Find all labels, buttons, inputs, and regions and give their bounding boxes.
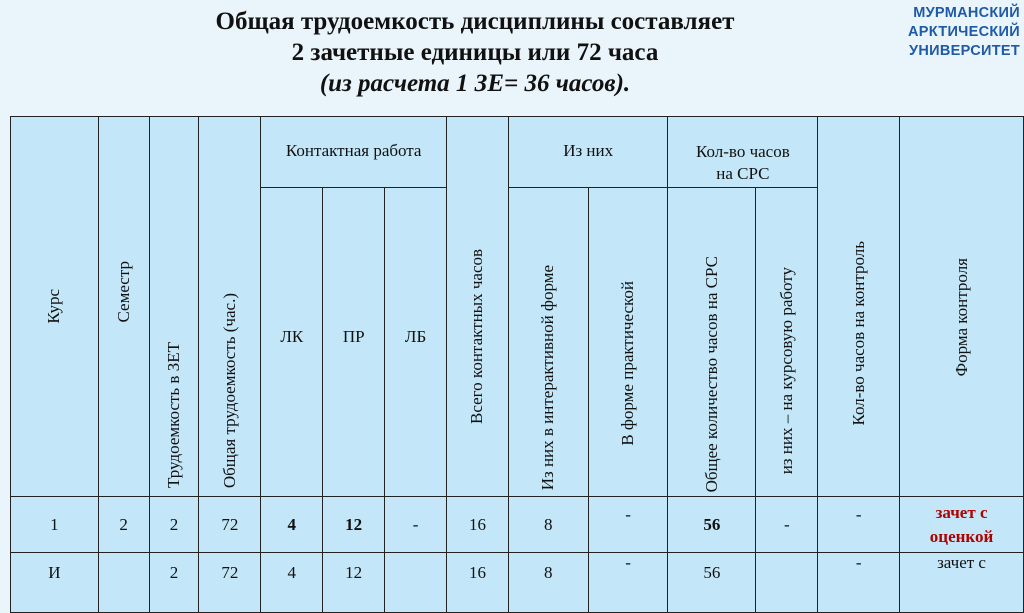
header-pr: ПР — [323, 188, 385, 497]
cell-kurs-2: И — [11, 553, 99, 613]
cell-form-2: зачет с — [900, 553, 1024, 613]
cell-total: 72 — [199, 497, 261, 553]
cell-control-2: - — [818, 553, 900, 613]
cell-lk-2: 4 — [261, 553, 323, 613]
header-forma: Форма контроля — [900, 117, 1024, 497]
header-lk: ЛК — [261, 188, 323, 497]
table-row — [11, 497, 1024, 553]
cell-contact: 16 — [447, 497, 509, 553]
cell-lb-2 — [385, 553, 447, 613]
cell-kursovaya-2 — [756, 553, 818, 613]
header-semestr: Семестр — [98, 117, 149, 497]
cell-lk: 4 — [261, 497, 323, 553]
cell-pr: 12 — [323, 497, 385, 553]
header-srs-group: Кол-во часов на СРС — [668, 117, 818, 188]
header-kontrol-hours: Кол-во часов на контроль — [818, 117, 900, 497]
university-logo — [890, 4, 1020, 61]
title-line-2: 2 зачетные единицы или 72 часа — [291, 39, 659, 66]
workload-table — [10, 116, 1024, 613]
cell-interactive: 8 — [508, 497, 588, 553]
logo-line-3: УНИВЕРСИТЕТ — [909, 43, 1020, 59]
cell-kursovaya: - — [756, 497, 818, 553]
cell-interactive-2: 8 — [508, 553, 588, 613]
title-line-3: (из расчета 1 ЗЕ= 36 часов). — [319, 70, 631, 97]
cell-control: - — [818, 497, 900, 553]
logo-line-2: АРКТИЧЕСКИЙ — [908, 24, 1020, 40]
slide-title — [120, 6, 830, 99]
cell-lb: - — [385, 497, 447, 553]
cell-contact-2: 16 — [447, 553, 509, 613]
header-srs-total: Общее количество часов на СРС — [668, 188, 756, 497]
title-line-1: Общая трудоемкость дисциплины составляет — [215, 8, 735, 35]
cell-pr-2: 12 — [323, 553, 385, 613]
logo-line-1: МУРМАНСКИЙ — [913, 5, 1020, 21]
header-iz-nih: Из них — [508, 117, 668, 188]
cell-form: зачет с оценкой — [900, 497, 1024, 553]
header-lb: ЛБ — [385, 188, 447, 497]
table-row — [11, 553, 1024, 613]
cell-srs-2: 56 — [668, 553, 756, 613]
header-kontakt: Контактная работа — [261, 117, 447, 188]
cell-semestr: 2 — [98, 497, 149, 553]
header-interaktiv: Из них в интерактивной форме — [508, 188, 588, 497]
cell-srs: 56 — [668, 497, 756, 553]
header-trud-zet: Трудоемкость в ЗЕТ — [149, 117, 199, 497]
cell-zet: 2 — [149, 497, 199, 553]
cell-practical: - — [588, 497, 668, 553]
cell-kurs: 1 — [11, 497, 99, 553]
cell-practical-2: - — [588, 553, 668, 613]
cell-total-2: 72 — [199, 553, 261, 613]
header-srs-kurs: из них – на курсовую работу — [756, 188, 818, 497]
header-obsh-trud: Общая трудоемкость (час.) — [199, 117, 261, 497]
header-prakt: В форме практической — [588, 188, 668, 497]
header-kurs: Курс — [11, 117, 99, 497]
cell-zet-2: 2 — [149, 553, 199, 613]
cell-semestr-2 — [98, 553, 149, 613]
header-vsego-kontakt: Всего контактных часов — [447, 117, 509, 497]
